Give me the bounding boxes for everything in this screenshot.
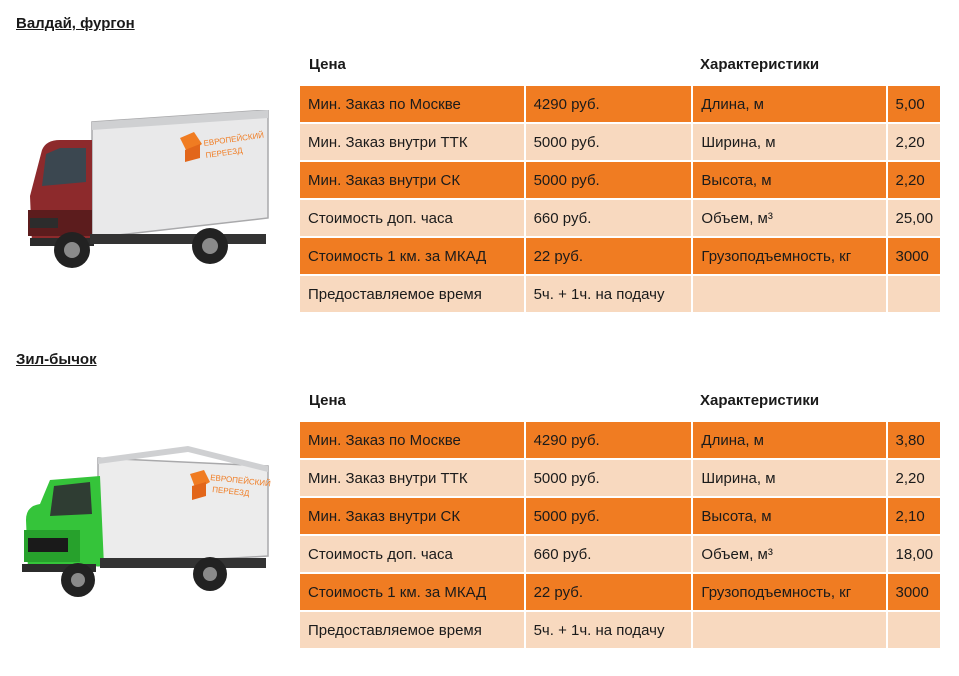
spec-value: 2,10 <box>888 498 941 534</box>
spec-label: Объем, м³ <box>693 200 885 236</box>
specs-header: Характеристики <box>700 392 820 409</box>
service-price: 5000 руб. <box>526 124 692 160</box>
zil-truck-image <box>20 446 275 606</box>
table-row <box>300 162 940 198</box>
spec-value: 5,00 <box>888 86 941 122</box>
service-label: Мин. Заказ по Москве <box>300 422 524 458</box>
service-label: Стоимость 1 км. за МКАД <box>300 574 524 610</box>
service-price: 4290 руб. <box>526 422 692 458</box>
service-price: 5000 руб. <box>526 460 692 496</box>
spec-value: 2,20 <box>888 162 941 198</box>
service-price: 5ч. + 1ч. на подачу <box>526 276 692 312</box>
service-label: Предоставляемое время <box>300 276 524 312</box>
spec-value: 3,80 <box>888 422 941 458</box>
service-label: Мин. Заказ по Москве <box>300 86 524 122</box>
spec-label: Длина, м <box>693 422 885 458</box>
service-label: Мин. Заказ внутри ТТК <box>300 124 524 160</box>
spec-value: 2,20 <box>888 124 941 160</box>
service-price: 22 руб. <box>526 574 692 610</box>
spec-value <box>888 276 941 312</box>
table-row <box>300 460 940 496</box>
section-zil <box>0 336 959 676</box>
service-price: 22 руб. <box>526 238 692 274</box>
spec-label: Грузоподъемность, кг <box>693 574 885 610</box>
spec-label <box>693 276 885 312</box>
svg-text:ЕВРОПЕЙСКИЙ: ЕВРОПЕЙСКИЙ <box>203 130 265 148</box>
spec-label: Ширина, м <box>693 460 885 496</box>
price-header: Цена <box>309 56 346 73</box>
specs-header: Характеристики <box>700 56 820 73</box>
spec-label: Высота, м <box>693 498 885 534</box>
table-row <box>300 86 940 122</box>
svg-text:ПЕРЕЕЗД: ПЕРЕЕЗД <box>211 485 250 498</box>
svg-text:ЕВРОПЕЙСКИЙ: ЕВРОПЕЙСКИЙ <box>209 473 272 489</box>
spec-value: 18,00 <box>888 536 941 572</box>
spec-value: 3000 <box>888 238 941 274</box>
spec-value: 2,20 <box>888 460 941 496</box>
table-row <box>300 498 940 534</box>
service-price: 5000 руб. <box>526 162 692 198</box>
table-row <box>300 200 940 236</box>
service-label: Мин. Заказ внутри СК <box>300 162 524 198</box>
service-price: 5ч. + 1ч. на подачу <box>526 612 692 648</box>
spec-label <box>693 612 885 648</box>
spec-label: Ширина, м <box>693 124 885 160</box>
spec-label: Длина, м <box>693 86 885 122</box>
price-header: Цена <box>309 392 346 409</box>
service-label: Стоимость доп. часа <box>300 536 524 572</box>
spec-label: Высота, м <box>693 162 885 198</box>
spec-label: Грузоподъемность, кг <box>693 238 885 274</box>
table-row <box>300 238 940 274</box>
table-row <box>300 422 940 458</box>
service-label: Мин. Заказ внутри СК <box>300 498 524 534</box>
service-label: Стоимость доп. часа <box>300 200 524 236</box>
section-title: Зил-бычок <box>16 351 97 368</box>
spec-value <box>888 612 941 648</box>
table-row <box>300 536 940 572</box>
valdai-truck-image <box>20 110 275 275</box>
spec-label: Объем, м³ <box>693 536 885 572</box>
service-price: 4290 руб. <box>526 86 692 122</box>
spec-value: 25,00 <box>888 200 941 236</box>
table-row <box>300 574 940 610</box>
section-title: Валдай, фургон <box>16 15 135 32</box>
table-row <box>300 276 940 312</box>
section-valdai <box>0 0 959 335</box>
table-row <box>300 612 940 648</box>
service-price: 5000 руб. <box>526 498 692 534</box>
specs-table <box>298 84 942 314</box>
service-price: 660 руб. <box>526 200 692 236</box>
table-row <box>300 124 940 160</box>
service-label: Стоимость 1 км. за МКАД <box>300 238 524 274</box>
svg-text:ПЕРЕЕЗД: ПЕРЕЕЗД <box>205 145 244 160</box>
service-label: Мин. Заказ внутри ТТК <box>300 460 524 496</box>
service-price: 660 руб. <box>526 536 692 572</box>
spec-value: 3000 <box>888 574 941 610</box>
specs-table <box>298 420 942 650</box>
service-label: Предоставляемое время <box>300 612 524 648</box>
